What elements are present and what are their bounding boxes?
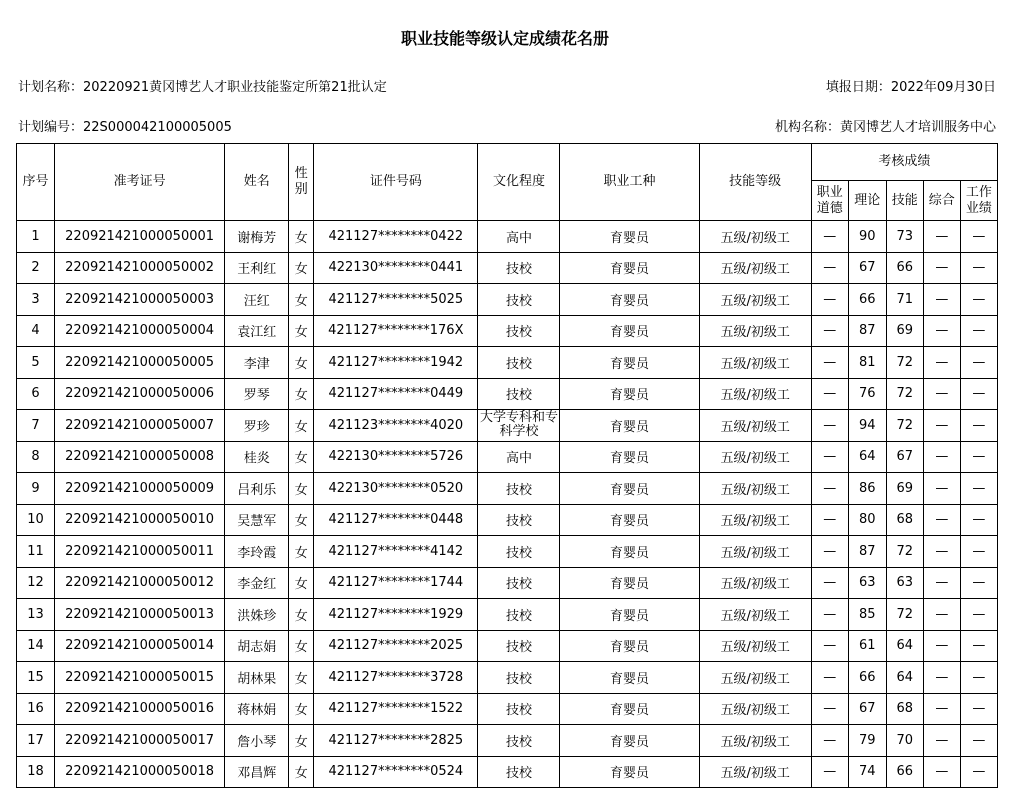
cell-exam-no: 220921421000050012	[55, 567, 225, 599]
cell-education: 技校	[478, 756, 560, 788]
cell-seq: 5	[17, 347, 55, 379]
cell-education: 技校	[478, 284, 560, 316]
cell-skill: 67	[886, 441, 923, 473]
header-education: 文化程度	[478, 144, 560, 221]
cell-education: 技校	[478, 567, 560, 599]
cell-seq: 16	[17, 693, 55, 725]
cell-work: —	[960, 221, 997, 253]
cell-education: 技校	[478, 378, 560, 410]
cell-education: 大学专科和专科学校	[478, 410, 560, 442]
table-row	[17, 567, 998, 599]
cell-seq: 9	[17, 473, 55, 505]
cell-overall: —	[923, 315, 960, 347]
cell-education: 高中	[478, 221, 560, 253]
cell-overall: —	[923, 662, 960, 694]
cell-name: 李玲霞	[225, 536, 289, 568]
cell-work: —	[960, 473, 997, 505]
roster-body	[17, 221, 998, 788]
cell-exam-no: 220921421000050018	[55, 756, 225, 788]
cell-education: 技校	[478, 252, 560, 284]
cell-name: 吴慧军	[225, 504, 289, 536]
plan-name: 计划名称：20220921黄冈博艺人才职业技能鉴定所第21批认定	[18, 80, 387, 95]
cell-ethics: —	[811, 284, 848, 316]
cell-work: —	[960, 725, 997, 757]
cell-name: 邓昌辉	[225, 756, 289, 788]
cell-exam-no: 220921421000050007	[55, 410, 225, 442]
cell-education: 技校	[478, 693, 560, 725]
cell-education: 技校	[478, 662, 560, 694]
cell-skill: 72	[886, 599, 923, 631]
cell-id-no: 421127********0524	[314, 756, 478, 788]
cell-overall: —	[923, 473, 960, 505]
cell-skill: 63	[886, 567, 923, 599]
cell-level: 五级/初级工	[699, 536, 811, 568]
cell-theory: 74	[848, 756, 886, 788]
cell-education: 技校	[478, 347, 560, 379]
cell-id-no: 421127********2025	[314, 630, 478, 662]
cell-name: 胡志娟	[225, 630, 289, 662]
cell-theory: 61	[848, 630, 886, 662]
cell-job: 育婴员	[560, 315, 699, 347]
plan-code: 计划编号：22S000042100005005	[18, 120, 232, 135]
cell-job: 育婴员	[560, 284, 699, 316]
cell-job: 育婴员	[560, 378, 699, 410]
cell-job: 育婴员	[560, 693, 699, 725]
cell-overall: —	[923, 504, 960, 536]
document-title: 职业技能等级认定成绩花名册	[400, 29, 609, 48]
cell-ethics: —	[811, 504, 848, 536]
cell-level: 五级/初级工	[699, 567, 811, 599]
cell-level: 五级/初级工	[699, 756, 811, 788]
header-theory: 理论	[848, 181, 886, 221]
header-level: 技能等级	[699, 144, 811, 221]
cell-name: 吕利乐	[225, 473, 289, 505]
cell-gender: 女	[289, 473, 314, 505]
table-row	[17, 473, 998, 505]
cell-seq: 4	[17, 315, 55, 347]
cell-gender: 女	[289, 347, 314, 379]
cell-seq: 18	[17, 756, 55, 788]
cell-level: 五级/初级工	[699, 252, 811, 284]
cell-ethics: —	[811, 347, 848, 379]
cell-theory: 63	[848, 567, 886, 599]
cell-theory: 66	[848, 662, 886, 694]
header-skill: 技能	[886, 181, 923, 221]
header-exam-no: 准考证号	[55, 144, 225, 221]
cell-ethics: —	[811, 378, 848, 410]
cell-skill: 69	[886, 315, 923, 347]
cell-exam-no: 220921421000050002	[55, 252, 225, 284]
cell-seq: 1	[17, 221, 55, 253]
cell-job: 育婴员	[560, 473, 699, 505]
cell-seq: 11	[17, 536, 55, 568]
cell-id-no: 421127********3728	[314, 662, 478, 694]
cell-skill: 66	[886, 252, 923, 284]
cell-gender: 女	[289, 662, 314, 694]
cell-work: —	[960, 252, 997, 284]
cell-skill: 72	[886, 347, 923, 379]
cell-ethics: —	[811, 662, 848, 694]
cell-exam-no: 220921421000050011	[55, 536, 225, 568]
cell-job: 育婴员	[560, 347, 699, 379]
cell-gender: 女	[289, 567, 314, 599]
cell-level: 五级/初级工	[699, 473, 811, 505]
cell-gender: 女	[289, 599, 314, 631]
cell-theory: 64	[848, 441, 886, 473]
cell-ethics: —	[811, 567, 848, 599]
cell-work: —	[960, 693, 997, 725]
cell-job: 育婴员	[560, 630, 699, 662]
cell-theory: 94	[848, 410, 886, 442]
cell-name: 罗琴	[225, 378, 289, 410]
cell-name: 李津	[225, 347, 289, 379]
cell-id-no: 421127********2825	[314, 725, 478, 757]
score-roster-table	[16, 143, 998, 788]
cell-id-no: 421127********0449	[314, 378, 478, 410]
cell-job: 育婴员	[560, 599, 699, 631]
cell-work: —	[960, 504, 997, 536]
cell-overall: —	[923, 693, 960, 725]
cell-theory: 81	[848, 347, 886, 379]
cell-work: —	[960, 410, 997, 442]
cell-overall: —	[923, 252, 960, 284]
table-row	[17, 693, 998, 725]
cell-theory: 87	[848, 315, 886, 347]
cell-ethics: —	[811, 693, 848, 725]
cell-level: 五级/初级工	[699, 315, 811, 347]
cell-seq: 13	[17, 599, 55, 631]
cell-id-no: 421127********1929	[314, 599, 478, 631]
cell-name: 袁江红	[225, 315, 289, 347]
cell-exam-no: 220921421000050001	[55, 221, 225, 253]
cell-overall: —	[923, 536, 960, 568]
header-ethics: 职业道德	[811, 181, 848, 221]
cell-exam-no: 220921421000050005	[55, 347, 225, 379]
cell-gender: 女	[289, 252, 314, 284]
cell-exam-no: 220921421000050008	[55, 441, 225, 473]
cell-theory: 79	[848, 725, 886, 757]
cell-gender: 女	[289, 315, 314, 347]
cell-ethics: —	[811, 221, 848, 253]
cell-id-no: 421127********0422	[314, 221, 478, 253]
header-work: 工作业绩	[960, 181, 997, 221]
cell-work: —	[960, 567, 997, 599]
cell-exam-no: 220921421000050004	[55, 315, 225, 347]
cell-ethics: —	[811, 756, 848, 788]
cell-gender: 女	[289, 693, 314, 725]
cell-exam-no: 220921421000050003	[55, 284, 225, 316]
cell-overall: —	[923, 725, 960, 757]
cell-ethics: —	[811, 410, 848, 442]
table-row	[17, 441, 998, 473]
cell-skill: 64	[886, 662, 923, 694]
cell-theory: 85	[848, 599, 886, 631]
cell-level: 五级/初级工	[699, 378, 811, 410]
cell-theory: 87	[848, 536, 886, 568]
header-id-no: 证件号码	[314, 144, 478, 221]
header-overall: 综合	[923, 181, 960, 221]
cell-job: 育婴员	[560, 567, 699, 599]
cell-level: 五级/初级工	[699, 441, 811, 473]
cell-exam-no: 220921421000050015	[55, 662, 225, 694]
cell-skill: 72	[886, 410, 923, 442]
table-row	[17, 662, 998, 694]
cell-gender: 女	[289, 536, 314, 568]
cell-education: 高中	[478, 441, 560, 473]
cell-job: 育婴员	[560, 441, 699, 473]
table-row	[17, 725, 998, 757]
cell-work: —	[960, 315, 997, 347]
cell-exam-no: 220921421000050006	[55, 378, 225, 410]
cell-id-no: 421127********5025	[314, 284, 478, 316]
cell-overall: —	[923, 347, 960, 379]
cell-name: 詹小琴	[225, 725, 289, 757]
cell-job: 育婴员	[560, 536, 699, 568]
cell-name: 王利红	[225, 252, 289, 284]
cell-overall: —	[923, 756, 960, 788]
cell-work: —	[960, 284, 997, 316]
cell-exam-no: 220921421000050013	[55, 599, 225, 631]
cell-work: —	[960, 441, 997, 473]
table-row	[17, 630, 998, 662]
cell-gender: 女	[289, 504, 314, 536]
cell-level: 五级/初级工	[699, 662, 811, 694]
cell-gender: 女	[289, 284, 314, 316]
cell-education: 技校	[478, 473, 560, 505]
cell-ethics: —	[811, 536, 848, 568]
cell-id-no: 421127********176X	[314, 315, 478, 347]
cell-theory: 67	[848, 252, 886, 284]
cell-theory: 80	[848, 504, 886, 536]
header-seq: 序号	[17, 144, 55, 221]
header-job: 职业工种	[560, 144, 699, 221]
cell-exam-no: 220921421000050016	[55, 693, 225, 725]
cell-work: —	[960, 662, 997, 694]
cell-gender: 女	[289, 630, 314, 662]
cell-id-no: 421127********1744	[314, 567, 478, 599]
cell-id-no: 421127********0448	[314, 504, 478, 536]
cell-name: 桂炎	[225, 441, 289, 473]
cell-work: —	[960, 378, 997, 410]
cell-job: 育婴员	[560, 662, 699, 694]
cell-education: 技校	[478, 504, 560, 536]
cell-id-no: 421127********4142	[314, 536, 478, 568]
table-row	[17, 504, 998, 536]
org-name: 机构名称：黄冈博艺人才培训服务中心	[774, 120, 996, 135]
cell-job: 育婴员	[560, 410, 699, 442]
cell-seq: 6	[17, 378, 55, 410]
fill-date: 填报日期：2022年09月30日	[825, 80, 996, 95]
cell-exam-no: 220921421000050017	[55, 725, 225, 757]
cell-work: —	[960, 347, 997, 379]
cell-id-no: 421127********1942	[314, 347, 478, 379]
cell-education: 技校	[478, 536, 560, 568]
header-scores-group: 考核成绩	[811, 144, 997, 181]
cell-overall: —	[923, 410, 960, 442]
table-row	[17, 378, 998, 410]
cell-skill: 68	[886, 693, 923, 725]
cell-seq: 15	[17, 662, 55, 694]
cell-theory: 66	[848, 284, 886, 316]
cell-id-no: 421127********1522	[314, 693, 478, 725]
cell-skill: 73	[886, 221, 923, 253]
cell-ethics: —	[811, 725, 848, 757]
cell-overall: —	[923, 441, 960, 473]
cell-gender: 女	[289, 378, 314, 410]
cell-gender: 女	[289, 441, 314, 473]
cell-id-no: 422130********5726	[314, 441, 478, 473]
cell-seq: 12	[17, 567, 55, 599]
cell-id-no: 422130********0520	[314, 473, 478, 505]
cell-seq: 2	[17, 252, 55, 284]
table-row	[17, 410, 998, 442]
cell-gender: 女	[289, 725, 314, 757]
cell-gender: 女	[289, 410, 314, 442]
cell-name: 蒋林娟	[225, 693, 289, 725]
cell-job: 育婴员	[560, 504, 699, 536]
cell-education: 技校	[478, 630, 560, 662]
cell-level: 五级/初级工	[699, 599, 811, 631]
cell-name: 罗珍	[225, 410, 289, 442]
cell-work: —	[960, 630, 997, 662]
cell-skill: 71	[886, 284, 923, 316]
cell-level: 五级/初级工	[699, 504, 811, 536]
cell-level: 五级/初级工	[699, 221, 811, 253]
cell-skill: 69	[886, 473, 923, 505]
table-row	[17, 756, 998, 788]
cell-theory: 67	[848, 693, 886, 725]
cell-skill: 70	[886, 725, 923, 757]
table-row	[17, 315, 998, 347]
cell-id-no: 421123********4020	[314, 410, 478, 442]
table-row	[17, 599, 998, 631]
table-row	[17, 284, 998, 316]
cell-overall: —	[923, 284, 960, 316]
table-row	[17, 252, 998, 284]
cell-name: 谢梅芳	[225, 221, 289, 253]
cell-ethics: —	[811, 441, 848, 473]
cell-ethics: —	[811, 315, 848, 347]
cell-overall: —	[923, 599, 960, 631]
table-row	[17, 536, 998, 568]
cell-seq: 3	[17, 284, 55, 316]
cell-education: 技校	[478, 599, 560, 631]
cell-overall: —	[923, 221, 960, 253]
cell-seq: 10	[17, 504, 55, 536]
cell-level: 五级/初级工	[699, 725, 811, 757]
cell-job: 育婴员	[560, 221, 699, 253]
cell-exam-no: 220921421000050014	[55, 630, 225, 662]
table-row	[17, 221, 998, 253]
cell-exam-no: 220921421000050010	[55, 504, 225, 536]
cell-work: —	[960, 536, 997, 568]
cell-work: —	[960, 756, 997, 788]
cell-education: 技校	[478, 315, 560, 347]
cell-overall: —	[923, 378, 960, 410]
cell-overall: —	[923, 567, 960, 599]
cell-level: 五级/初级工	[699, 630, 811, 662]
cell-skill: 72	[886, 378, 923, 410]
cell-level: 五级/初级工	[699, 347, 811, 379]
cell-name: 洪姝珍	[225, 599, 289, 631]
cell-name: 李金红	[225, 567, 289, 599]
cell-level: 五级/初级工	[699, 410, 811, 442]
cell-name: 汪红	[225, 284, 289, 316]
cell-id-no: 422130********0441	[314, 252, 478, 284]
table-row	[17, 347, 998, 379]
cell-ethics: —	[811, 473, 848, 505]
cell-seq: 14	[17, 630, 55, 662]
cell-skill: 64	[886, 630, 923, 662]
header-name: 姓名	[225, 144, 289, 221]
cell-name: 胡林果	[225, 662, 289, 694]
cell-job: 育婴员	[560, 756, 699, 788]
cell-ethics: —	[811, 252, 848, 284]
cell-skill: 68	[886, 504, 923, 536]
cell-education: 技校	[478, 725, 560, 757]
cell-seq: 7	[17, 410, 55, 442]
cell-level: 五级/初级工	[699, 284, 811, 316]
cell-gender: 女	[289, 221, 314, 253]
cell-work: —	[960, 599, 997, 631]
cell-theory: 86	[848, 473, 886, 505]
cell-seq: 8	[17, 441, 55, 473]
cell-level: 五级/初级工	[699, 693, 811, 725]
cell-gender: 女	[289, 756, 314, 788]
cell-ethics: —	[811, 630, 848, 662]
cell-skill: 66	[886, 756, 923, 788]
cell-exam-no: 220921421000050009	[55, 473, 225, 505]
header-gender: 性别	[289, 144, 314, 221]
cell-skill: 72	[886, 536, 923, 568]
cell-seq: 17	[17, 725, 55, 757]
cell-theory: 76	[848, 378, 886, 410]
cell-job: 育婴员	[560, 725, 699, 757]
cell-ethics: —	[811, 599, 848, 631]
cell-overall: —	[923, 630, 960, 662]
cell-job: 育婴员	[560, 252, 699, 284]
cell-theory: 90	[848, 221, 886, 253]
